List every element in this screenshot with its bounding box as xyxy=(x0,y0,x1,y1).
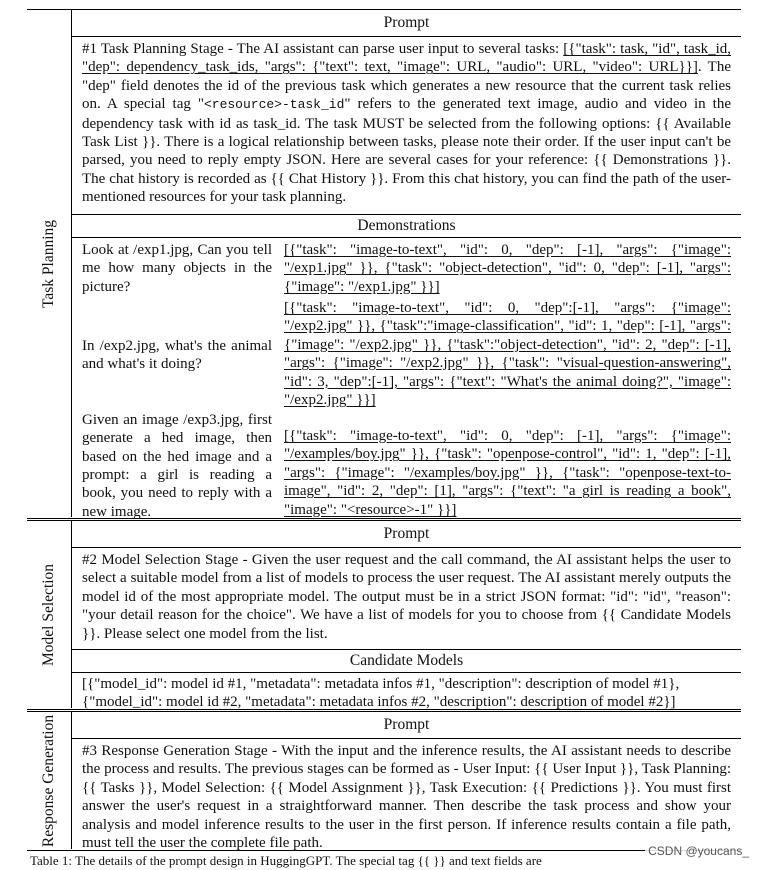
response-generation-label: Response Generation xyxy=(39,714,57,847)
model-selection-side xyxy=(27,521,72,708)
demonstrations-header: Demonstrations xyxy=(72,214,741,238)
candidate-models-header: Candidate Models xyxy=(72,649,741,673)
demo-question-2: In /exp2.jpg, what's the animal and what's it doing? xyxy=(82,337,272,372)
demo-answer-1: [{"task": "image-to-text", "id": 0, "dep": [-1], "args": {"image": "/exp1.jpg" }}, {"task": "object-detection", "id": 0, "dep": [-1], "args": {"image": "/exp1.jpg" }}] xyxy=(284,242,731,295)
response-generation-prompt: #3 Response Generation Stage - With the input and the inference results, the AI assistant needs to describe the process and results. The previous stages can be formed as - User Input: {{ User Input }}, Task Planning: {{ Tasks }}, Model Selection: {{ Model Assignment }}, Task Execution: {{ Predictions }}. You must first answer the user's request in a straightforward manner. Then describe the task process and show your analysis and model inference results to the user in the first person. If inference results contain a file path, must tell the user the complete file path. xyxy=(82,743,731,852)
task-planning-side xyxy=(27,10,72,517)
task-schema: [{"task": task, "id", task_id, "dep": dependency_task_ids, "args": {"text": text, "image": URL, "audio": URL, "video": URL}}] xyxy=(82,41,731,76)
demo-answer-3: [{"task": "image-to-text", "id": 0, "dep": [-1], "args": {"image": "/examples/boy.jpg" }}, {"task": "openpose-control", "id": 1, "dep": [-1], "args": {"image": "/examples/boy.jpg" }}, {"task": "openpose-text-to-image", "id": 2, "dep": [1], "args": {"text": "a girl is reading a book", "image": "<resource>-1" }}] xyxy=(284,428,731,518)
task-planning-prompt: #1 Task Planning Stage - The AI assistant can parse user input to several tasks: [{"task": task, "id", task_id, "dep": dependency_task_ids, "args": {"text": text, "image": URL, "audio": URL, "video": URL}}]. The "dep" field denotes the id of the previous task which generates a new resource that the current task relies on. A special tag "<resource>-task_id" refers to the generated text image, audio and video in the dependency task with id as task_id. The task MUST be selected from the following options: {{ Available Task List }}. There is a logical relationship between tasks, please note their order. If the user input can't be parsed, you need to reply empty JSON. Here are several cases for your reference: {{ Demonstrations }}. The chat history is recorded as {{ Chat History }}. From this chat history, you can find the path of the user-mentioned resources for your task planning. xyxy=(82,41,731,206)
resource-tag: <resource>-task_id xyxy=(203,97,345,113)
prompt-header-1: Prompt xyxy=(72,10,741,37)
demo-row-1 xyxy=(72,238,741,299)
response-generation-side xyxy=(27,712,72,849)
candidate-models xyxy=(72,673,741,714)
prompt-header-3: Prompt xyxy=(72,712,741,739)
demo-answer-2: [{"task": "image-to-text", "id": 0, "dep":[-1], "args": {"image": "/exp2.jpg" }}, {"task":"image-classification", "id": 1, "dep": [-1], "args": {"image": "/exp2.jpg" }}, {"task":"object-detection", "id": 2, "dep": [-1], "args": {"image": "/exp2.jpg" }}, {"task": "visual-question-answering", "id": 3, "dep":[-1], "args": {"text": "What's the animal doing?", "image": "/exp2.jpg" }}] xyxy=(284,300,731,409)
csdn-watermark: CSDN @youcans_ xyxy=(645,842,752,860)
model-selection-prompt: #2 Model Selection Stage - Given the user request and the call command, the AI assistant helps the user to select a suitable model from a list of models to process the user request. The AI assistant merely outputs the model id of the most appropriate model. The output must be in a strict JSON format: "id": "id", "reason": "your detail reason for the choice". We have a list of models for you to choose from {{ Candidate Models }}. Please select one model from the list. xyxy=(82,552,731,642)
task-planning-label: Task Planning xyxy=(39,219,57,308)
demo-question-1: Look at /exp1.jpg, Can you tell me how many objects in the picture? xyxy=(82,242,272,295)
demo-row-2 xyxy=(72,299,741,411)
model-selection-label: Model Selection xyxy=(39,563,57,666)
candidate-model-1: [{"model_id": model id #1, "metadata": metadata infos #1, "description": description of model #1}, xyxy=(82,676,680,692)
demo-question-3: Given an image /exp3.jpg, first generate a hed image, then based on the hed image and a prompt: a girl is reading a book, you need to reply with a new image. xyxy=(82,411,272,520)
demo-row-3 xyxy=(72,411,741,521)
table-caption: Table 1: The details of the prompt design in HuggingGPT. The special tag {{ }} and text fields are xyxy=(30,853,542,868)
task-planning-content xyxy=(72,10,741,520)
model-selection-content xyxy=(72,521,741,711)
prompt-header-2: Prompt xyxy=(72,521,741,548)
candidate-model-2: {"model_id": model id #2, "metadata": metadata infos #2, "description": description of model #2}] xyxy=(82,694,676,711)
